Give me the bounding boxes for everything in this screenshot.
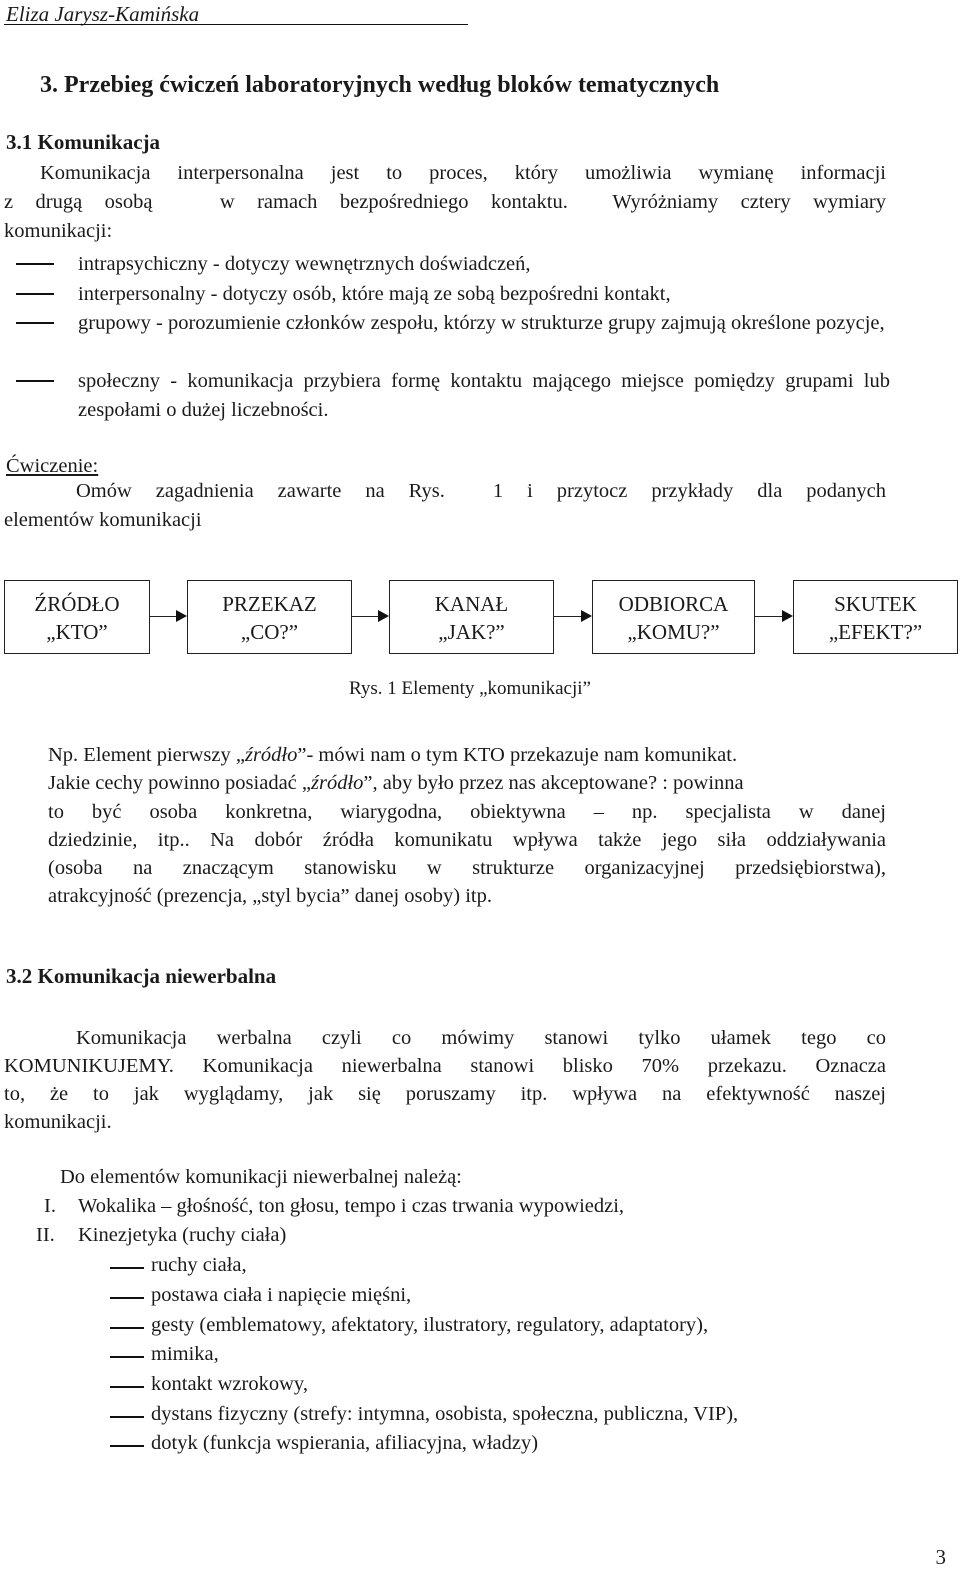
box-title: KANAŁ (434, 592, 509, 616)
diagram-box-channel (389, 580, 554, 654)
arrow-line (352, 616, 378, 617)
box-question: „CO?” (240, 620, 299, 644)
dash-bullet-icon (16, 293, 54, 295)
diagram-box-message (187, 580, 352, 654)
arrow-line (150, 616, 176, 617)
kinetics-item: gesty (emblematowy, afektatory, ilustratory, regulatory, adaptatory), (151, 1314, 709, 1336)
box-title: SKUTEK (834, 592, 917, 616)
exercise-label: Ćwiczenie: (6, 455, 99, 477)
nonverbal-line-3: to, że to jak wyglądamy, jak się poruszamy itp. wpływa na efektywność naszej (4, 1083, 886, 1105)
box-title: ODBIORCA (618, 592, 729, 616)
example-line-2-start: Jakie cechy powinno posiadać „ (48, 772, 311, 794)
arrow-line (755, 616, 782, 617)
arrow-right-icon (581, 610, 592, 622)
diagram-box-receiver (592, 580, 755, 654)
box-question: „KOMU?” (627, 620, 720, 644)
dash-bullet-icon (110, 1445, 144, 1447)
dash-bullet-icon (110, 1386, 144, 1388)
example-line-3: to być osoba konkretna, wiarygodna, obiektywna – np. specjalista w danej (48, 801, 886, 823)
kinetics-item: ruchy ciała, (151, 1254, 247, 1276)
example-line-2-italic: źródło (311, 772, 364, 794)
nonverbal-intro: Do elementów komunikacji niewerbalnej należą: (60, 1166, 462, 1188)
intro-line-3: komunikacji: (4, 220, 113, 242)
dash-bullet-icon (16, 322, 54, 324)
example-line-5: (osoba na znaczącym stanowisku w strukturze organizacyjnej przedsiębiorstwa), (48, 857, 886, 879)
dash-bullet-icon (110, 1267, 144, 1269)
box-title: ŹRÓDŁO (34, 592, 120, 616)
nonverbal-line-4: komunikacji. (4, 1111, 112, 1133)
page-number: 3 (935, 1545, 946, 1569)
example-line-1-italic: źródło (244, 744, 298, 766)
section-3-title: 3. Przebieg ćwiczeń laboratoryjnych według bloków tematycznych (40, 72, 720, 98)
dimension-text: społeczny - komunikacja przybiera formę kontaktu mającego miejsce pomiędzy grupami lub zespołami o dużej liczebności. (78, 370, 890, 421)
list-number: II. (36, 1224, 55, 1246)
dimension-text: interpersonalny - dotyczy osób, które mają ze sobą bezpośredni kontakt, (78, 283, 671, 305)
diagram-box-effect (793, 580, 958, 654)
list-item-text: Wokalika – głośność, ton głosu, tempo i czas trwania wypowiedzi, (78, 1195, 625, 1217)
dash-bullet-icon (16, 263, 54, 265)
arrow-line (554, 616, 581, 617)
header-author: Eliza Jarysz-Kamińska (6, 2, 200, 26)
exercise-line-1: Omów zagadnienia zawarte na Rys. 1 i przytocz przykłady dla podanych (76, 480, 886, 502)
kinetics-item: mimika, (151, 1343, 219, 1365)
box-title: PRZEKAZ (222, 592, 317, 616)
arrow-right-icon (782, 610, 793, 622)
exercise-line-2: elementów komunikacji (4, 509, 202, 531)
dash-bullet-icon (110, 1297, 144, 1299)
example-line-6: atrakcyjność (prezencja, „styl bycia” danej osoby) itp. (48, 885, 492, 907)
example-line-2 (48, 772, 744, 795)
box-question: „KTO” (46, 620, 108, 644)
kinetics-item: dotyk (funkcja wspierania, afiliacyjna, władzy) (151, 1432, 539, 1454)
nonverbal-line-2: KOMUNIKUJEMY. Komunikacja niewerbalna stanowi blisko 70% przekazu. Oznacza (4, 1055, 886, 1077)
figure-caption: Rys. 1 Elementy „komunikacji” (349, 678, 591, 699)
example-line-1 (48, 744, 737, 767)
dash-bullet-icon (16, 380, 54, 382)
header-rule (4, 24, 468, 25)
kinetics-item: postawa ciała i napięcie mięśni, (151, 1284, 412, 1306)
dimension-text: grupowy - porozumienie członków zespołu, którzy w strukturze grupy zajmują określone pozycje, (78, 312, 885, 334)
box-question: „EFEKT?” (828, 620, 923, 644)
kinetics-item: kontakt wzrokowy, (151, 1373, 308, 1395)
example-line-1-start: Np. Element pierwszy „ (48, 744, 245, 766)
list-item-text: Kinezjetyka (ruchy ciała) (78, 1224, 287, 1246)
nonverbal-line-1: Komunikacja werbalna czyli co mówimy stanowi tylko ułamek tego co (76, 1027, 886, 1049)
box-question: „JAK?” (438, 620, 505, 644)
example-line-1-end: ”- mówi nam o tym KTO przekazuje nam komunikat. (297, 744, 738, 766)
intro-line-1: Komunikacja interpersonalna jest to proces, który umożliwia wymianę informacji (40, 162, 886, 184)
dash-bullet-icon (110, 1356, 144, 1358)
arrow-right-icon (378, 610, 389, 622)
section-3-2-title: 3.2 Komunikacja niewerbalna (6, 964, 277, 988)
list-number: I. (44, 1195, 56, 1217)
example-line-2-end: ”, aby było przez nas akceptowane? : powinna (363, 772, 744, 794)
arrow-right-icon (176, 610, 187, 622)
dash-bullet-icon (110, 1327, 144, 1329)
dimension-text: intrapsychiczny - dotyczy wewnętrznych doświadczeń, (78, 253, 531, 275)
section-3-1-title: 3.1 Komunikacja (6, 130, 161, 154)
kinetics-item: dystans fizyczny (strefy: intymna, osobista, społeczna, publiczna, VIP), (151, 1403, 739, 1425)
example-line-4: dziedzinie, itp.. Na dobór źródła komunikatu wpływa także jego siła oddziaływania (48, 829, 886, 851)
dash-bullet-icon (110, 1416, 144, 1418)
intro-line-2: z drugą osobą w ramach bezpośredniego kontaktu. Wyróżniamy cztery wymiary (4, 191, 886, 213)
diagram-box-source (4, 580, 150, 654)
